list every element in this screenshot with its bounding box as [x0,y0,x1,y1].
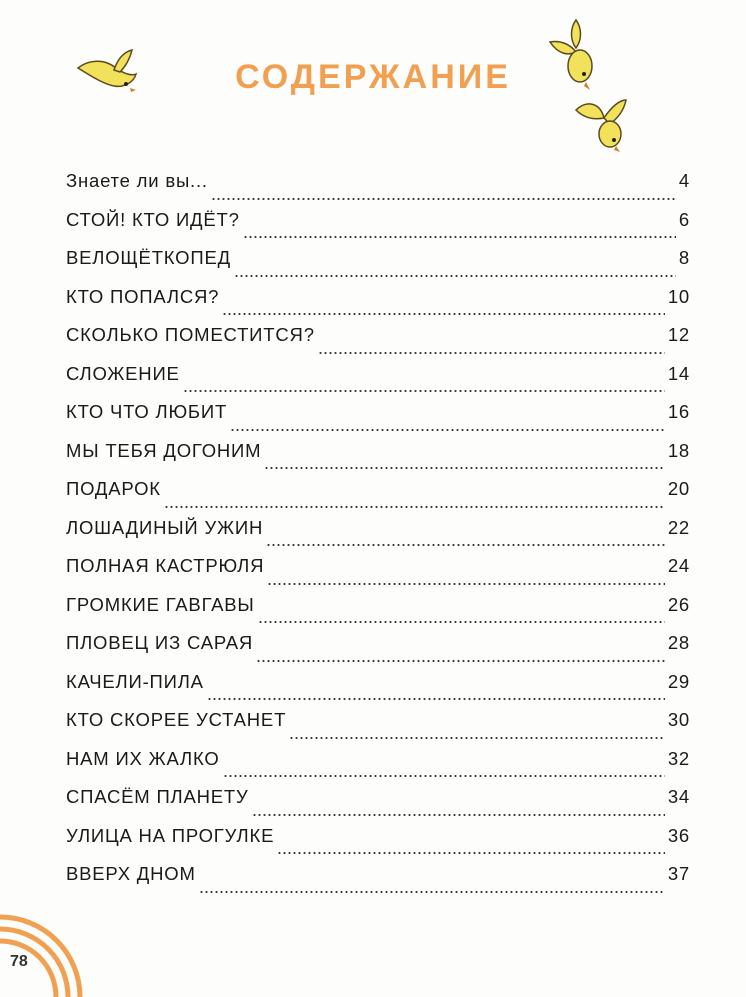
toc-entry-page: 32 [667,747,690,769]
toc-dot-leader [243,236,676,238]
toc-dot-leader [258,621,665,623]
toc-dot-leader [211,198,676,200]
toc-entry-page: 26 [667,593,690,615]
toc-entry-page: 14 [667,362,690,384]
toc-entry[interactable] [66,401,690,440]
toc-entry[interactable] [66,170,690,209]
toc-dot-leader [267,583,665,585]
toc-dot-leader [266,544,665,546]
toc-entry-title: ВВЕРХ ДНОМ [66,863,196,884]
toc-dot-leader [277,852,665,854]
toc-entry[interactable] [66,671,690,710]
toc-entry-page: 16 [667,401,690,422]
toc-entry-page: 10 [667,285,690,307]
toc-entry[interactable] [66,863,690,902]
toc-entry-page: 22 [667,516,690,538]
toc-entry-title: КТО СКОРЕЕ УСТАНЕТ [66,709,287,730]
toc-entry[interactable] [66,709,690,748]
toc-entry[interactable] [66,632,690,671]
toc-entry-title: МЫ ТЕБЯ ДОГОНИМ [66,439,262,461]
toc-dot-leader [318,352,665,354]
toc-entry-title: ГРОМКИЕ ГАВГАВЫ [66,593,255,615]
toc-dot-leader [199,891,665,893]
toc-dot-leader [207,698,665,700]
toc-dot-leader [222,313,665,315]
toc-entry-title: СКОЛЬКО ПОМЕСТИТСЯ? [66,324,315,345]
toc-entry[interactable] [66,478,690,517]
toc-dot-leader [256,660,665,662]
toc-dot-leader [252,814,665,816]
toc-entry-title: Знаете ли вы... [66,170,208,191]
toc-entry-title: ПОДАРОК [66,478,161,499]
toc-entry-page: 34 [667,786,690,807]
toc-entry-title: КАЧЕЛИ-ПИЛА [66,670,204,692]
toc-entry-page: 24 [667,555,690,576]
toc-entry[interactable] [66,786,690,825]
toc-entry-title: ЛОШАДИНЫЙ УЖИН [66,516,264,538]
toc-entry-page: 28 [667,632,690,653]
toc-entry[interactable] [66,748,690,787]
toc-entry-page: 29 [667,670,690,692]
toc-entry-page: 12 [667,324,690,345]
toc-entry[interactable] [66,209,690,248]
toc-dot-leader [183,390,665,392]
toc-entry[interactable] [66,247,690,286]
toc-entry[interactable] [66,594,690,633]
toc-entry-title: КТО ЧТО ЛЮБИТ [66,401,228,422]
toc-entry[interactable] [66,555,690,594]
toc-entry-title: ПОЛНАЯ КАСТРЮЛЯ [66,555,265,576]
toc-dot-leader [230,429,665,431]
toc-entry[interactable] [66,363,690,402]
toc-entry[interactable] [66,286,690,325]
toc-entry-title: КТО ПОПАЛСЯ? [66,285,220,307]
toc-dot-leader [264,467,664,469]
toc-entry[interactable] [66,440,690,479]
toc-entry[interactable] [66,825,690,864]
toc-entry-page: 4 [678,170,690,191]
toc-entry-page: 6 [678,208,690,230]
toc-entry-title: СЛОЖЕНИЕ [66,362,180,384]
toc-entry-page: 37 [667,863,690,884]
page-number: 78 [10,953,28,970]
toc-entry[interactable] [66,324,690,363]
toc-entry-title: ВЕЛОЩЁТКОПЕД [66,247,231,268]
toc-entry-page: 8 [678,247,690,268]
toc-dot-leader [234,275,676,277]
toc-entry-title: УЛИЦА НА ПРОГУЛКЕ [66,824,275,846]
toc-entry-title: НАМ ИХ ЖАЛКО [66,747,220,769]
toc-entry-page: 30 [667,709,690,730]
toc-entry-page: 18 [667,439,690,461]
toc-dot-leader [164,506,665,508]
table-of-contents [66,170,690,902]
toc-entry[interactable] [66,517,690,556]
corner-rings-decoration [0,907,90,997]
toc-entry-title: СТОЙ! КТО ИДЁТ? [66,208,240,230]
toc-entry-page: 20 [667,478,690,499]
toc-entry-title: ПЛОВЕЦ ИЗ САРАЯ [66,632,254,653]
bird-icon [572,96,630,156]
toc-dot-leader [289,737,665,739]
page-title: СОДЕРЖАНИЕ [235,58,511,96]
toc-dot-leader [223,775,665,777]
toc-entry-title: СПАСЁМ ПЛАНЕТУ [66,786,249,807]
toc-entry-page: 36 [667,824,690,846]
